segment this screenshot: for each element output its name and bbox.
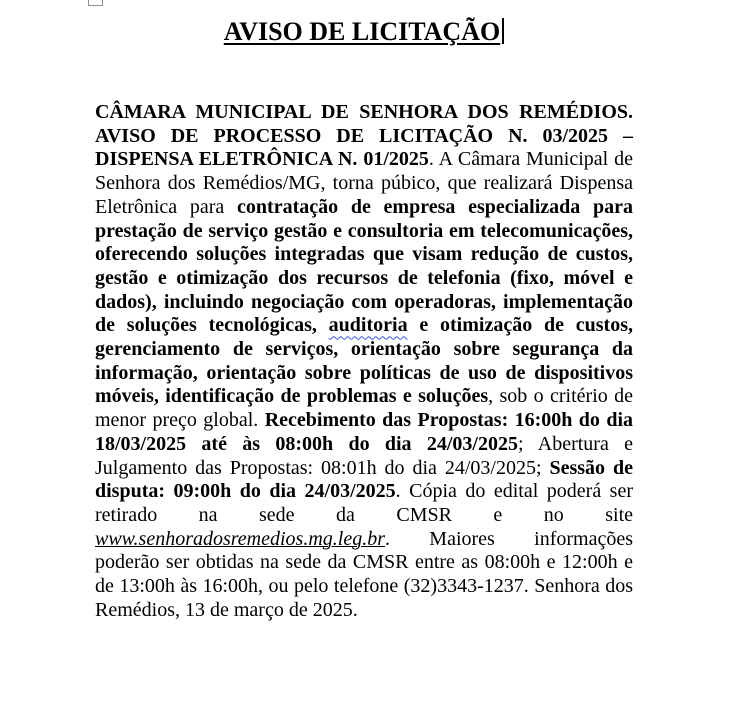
text-run: ; Abertura e Julgamento das Propostas: 08:01h do dia 24/03/2025; xyxy=(95,432,634,479)
document-title-line xyxy=(95,16,633,48)
text-run: CÂMARA MUNICIPAL DE SENHORA DOS REMÉDIOS. AVISO DE PROCESSO DE LICITAÇÃO N. 03/2025 – DISPENSA ELETRÔNICA N. 01/2025 xyxy=(95,101,633,171)
text-run: . Maiores informações poderão ser obtidas na sede da CMSR entre as 08:00h e 12:00h e de 13:00h às 16:00h, ou pelo telefone (32)3343-1237. Senhora dos Remédios, 13 de março de 2025. xyxy=(95,527,633,621)
text-cursor xyxy=(502,18,504,44)
misspelled-word: auditoria xyxy=(328,314,408,337)
text-run: . Cópia do edital poderá ser retirado na sede da CMSR e no site xyxy=(95,480,633,526)
document-title: AVISO DE LICITAÇÃO xyxy=(223,17,501,46)
text-run: Sessão de disputa: 09:00h do dia 24/03/2025 xyxy=(95,456,633,503)
text-run: e otimização de custos, gerenciamento de serviços, orientação sobre segurança da informação, orientação sobre políticas de uso de dispositivos móveis, identificação de problemas e soluções xyxy=(95,314,634,408)
text-run: , sob o critério de menor preço global. xyxy=(95,385,633,432)
website-url[interactable]: www.senhoradosremedios.mg.leg.br xyxy=(95,527,385,550)
text-run: contratação de empresa especializada para prestação de serviço gestão e consultoria em telecomunicações, oferecendo soluções integradas que visam redução de custos, gestão e otimização dos recursos de telefonia (fixo, móvel e dados), incluindo negociação com operadoras, implementação de soluções tecnológicas, xyxy=(95,195,634,337)
text-run: Recebimento das Propostas: 16:00h do dia 18/03/2025 até às 08:00h do dia 24/03/2025 xyxy=(95,409,634,455)
document-body-paragraph[interactable] xyxy=(95,101,633,622)
document-content xyxy=(95,0,633,622)
text-run: . A Câmara Municipal de Senhora dos Remédios/MG, torna púbico, que realizará Dispensa Eletrônica para xyxy=(95,148,633,218)
